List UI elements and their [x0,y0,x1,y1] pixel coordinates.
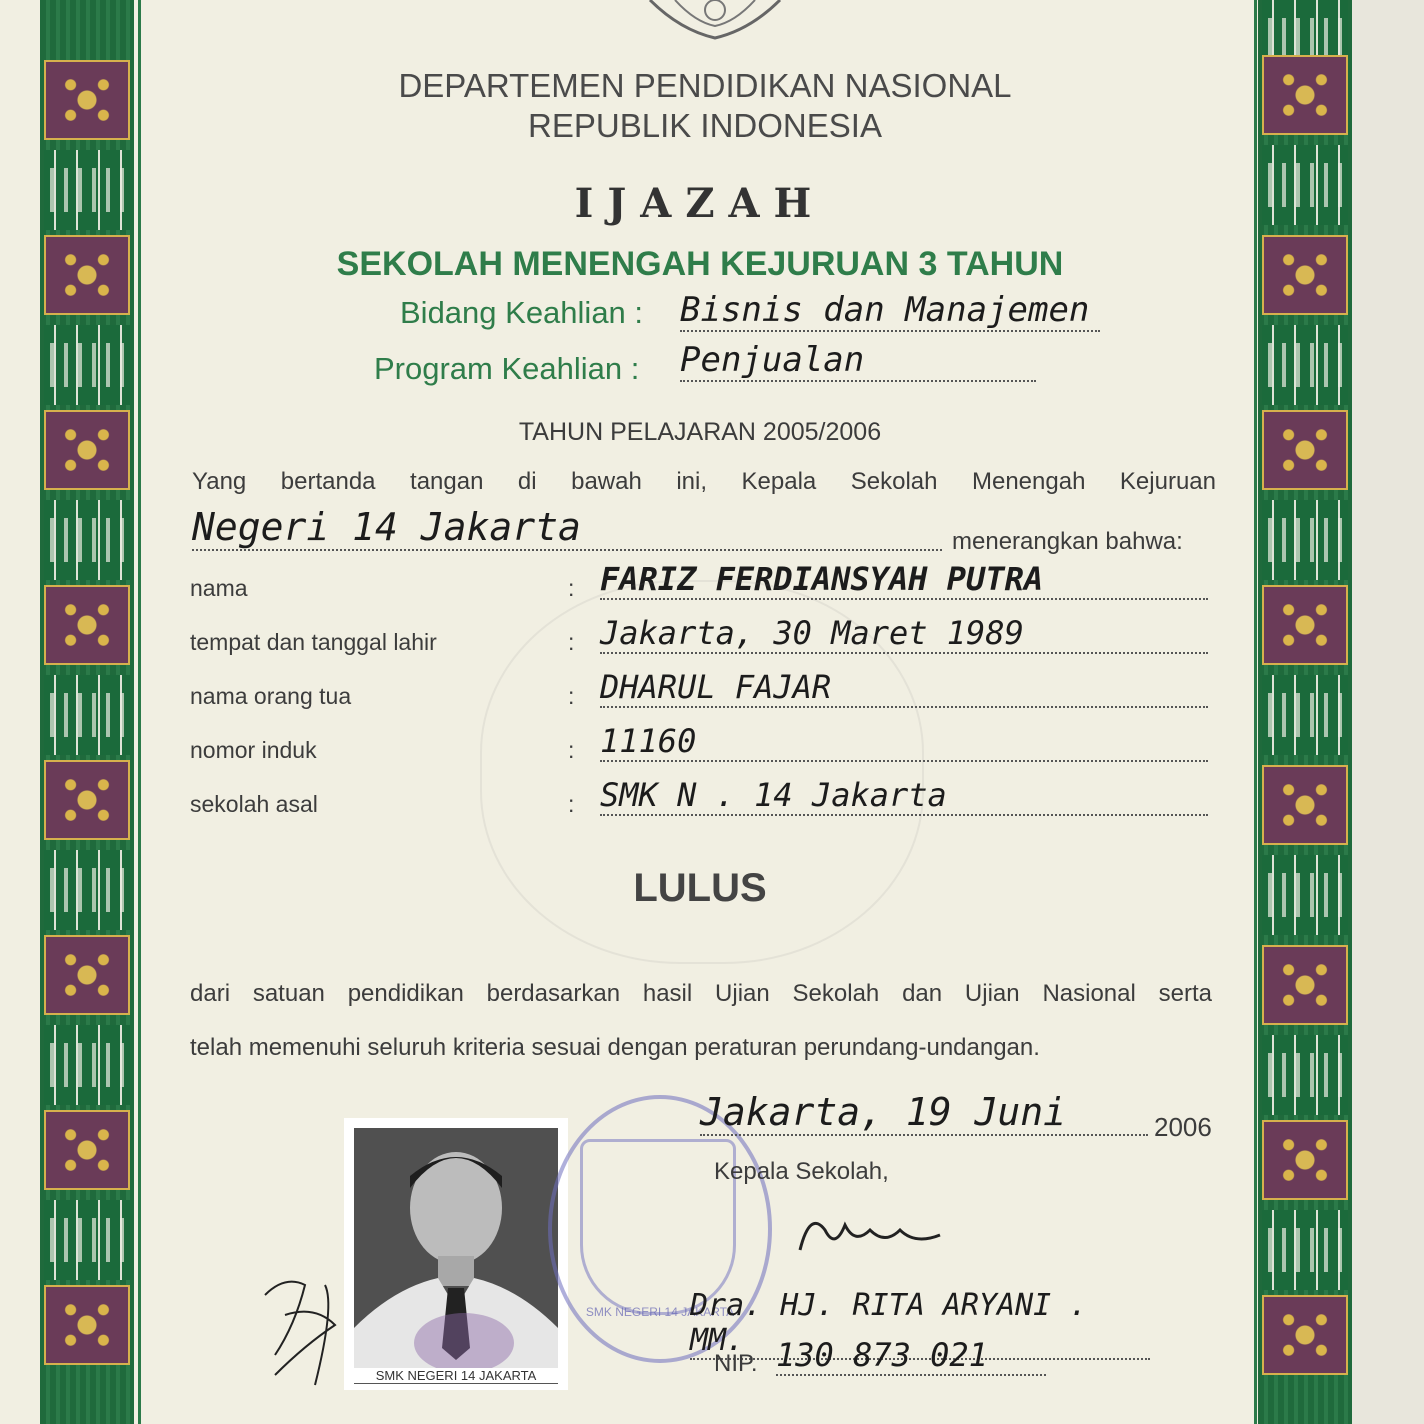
detail-label: sekolah asal [190,791,318,817]
nip-row [714,1350,758,1378]
detail-label: nama [190,575,248,601]
closing-line-1: dari satuan pendidikan berdasarkan hasil Ujian Sekolah dan Ujian Nasional serta [190,980,1212,1007]
ministry-name: DEPARTEMEN PENDIDIKAN NASIONAL [398,67,1012,104]
signer-role: Kepala Sekolah, [714,1158,889,1185]
detail-row-parent: nama orang tua : DHARUL FAJAR [190,668,1210,722]
school-type: SEKOLAH MENENGAH KEJURUAN 3 TAHUN [336,245,1064,283]
principal-name: Dra. HJ. RITA ARYANI . MM. [690,1288,1150,1360]
place-date: Jakarta, 19 Juni [700,1090,1148,1136]
country-name: REPUBLIK INDONESIA [528,107,882,144]
field-label: Bidang Keahlian [400,295,626,330]
detail-value: SMK N . 14 Jakarta [600,776,1208,816]
stamp-text: SMK NEGERI 14 JAKARTA [585,1305,735,1319]
intro-text: Yang bertanda tangan di bawah ini, Kepala Sekolah Menengah Kejuruan [192,468,1216,495]
field-row: Bidang Keahlian : [400,295,644,330]
detail-value: DHARUL FAJAR [600,668,1208,708]
right-border [1258,0,1352,1424]
nip-value: 130 873 021 [776,1336,1046,1376]
garuda-emblem-icon [640,0,790,42]
academic-year: TAHUN PELAJARAN 2005/2006 [518,418,882,446]
principal-signature [790,1200,960,1275]
program-row: Program Keahlian : [374,351,640,386]
photo-caption: SMK NEGERI 14 JAKARTA [354,1368,558,1384]
detail-row-origin-school: sekolah asal : SMK N . 14 Jakarta [190,776,1210,830]
student-signature [245,1265,375,1400]
detail-row-name: nama : FARIZ FERDIANSYAH PUTRA [190,560,1210,614]
detail-value: FARIZ FERDIANSYAH PUTRA [600,560,1208,600]
program-value: Penjualan [680,340,1036,382]
result-text: LULUS [633,866,767,910]
school-name: Negeri 14 Jakarta [192,505,942,551]
detail-label: tempat dan tanggal lahir [190,629,437,655]
left-border-line [138,0,141,1424]
detail-label: nomor induk [190,737,317,763]
intro-states: menerangkan bahwa: [952,528,1183,555]
signature-year: 2006 [1154,1112,1212,1142]
document-title: IJAZAH [574,180,826,227]
detail-value: Jakarta, 30 Maret 1989 [600,614,1208,654]
field-value: Bisnis dan Manajemen [680,290,1100,332]
student-photo [344,1118,568,1390]
detail-row-student-number: nomor induk : 11160 [190,722,1210,776]
program-label: Program Keahlian [374,351,623,386]
left-border [40,0,134,1424]
right-paper-edge [1352,0,1424,1424]
detail-value: 11160 [600,722,1208,762]
detail-label: nama orang tua [190,683,352,709]
closing-line-2: telah memenuhi seluruh kriteria sesuai dengan peraturan perundang-undangan. [190,1034,1040,1061]
right-border-line [1254,0,1257,1424]
nip-label: NIP. [714,1350,758,1377]
detail-row-birth: tempat dan tanggal lahir : Jakarta, 30 Maret 1989 [190,614,1210,668]
